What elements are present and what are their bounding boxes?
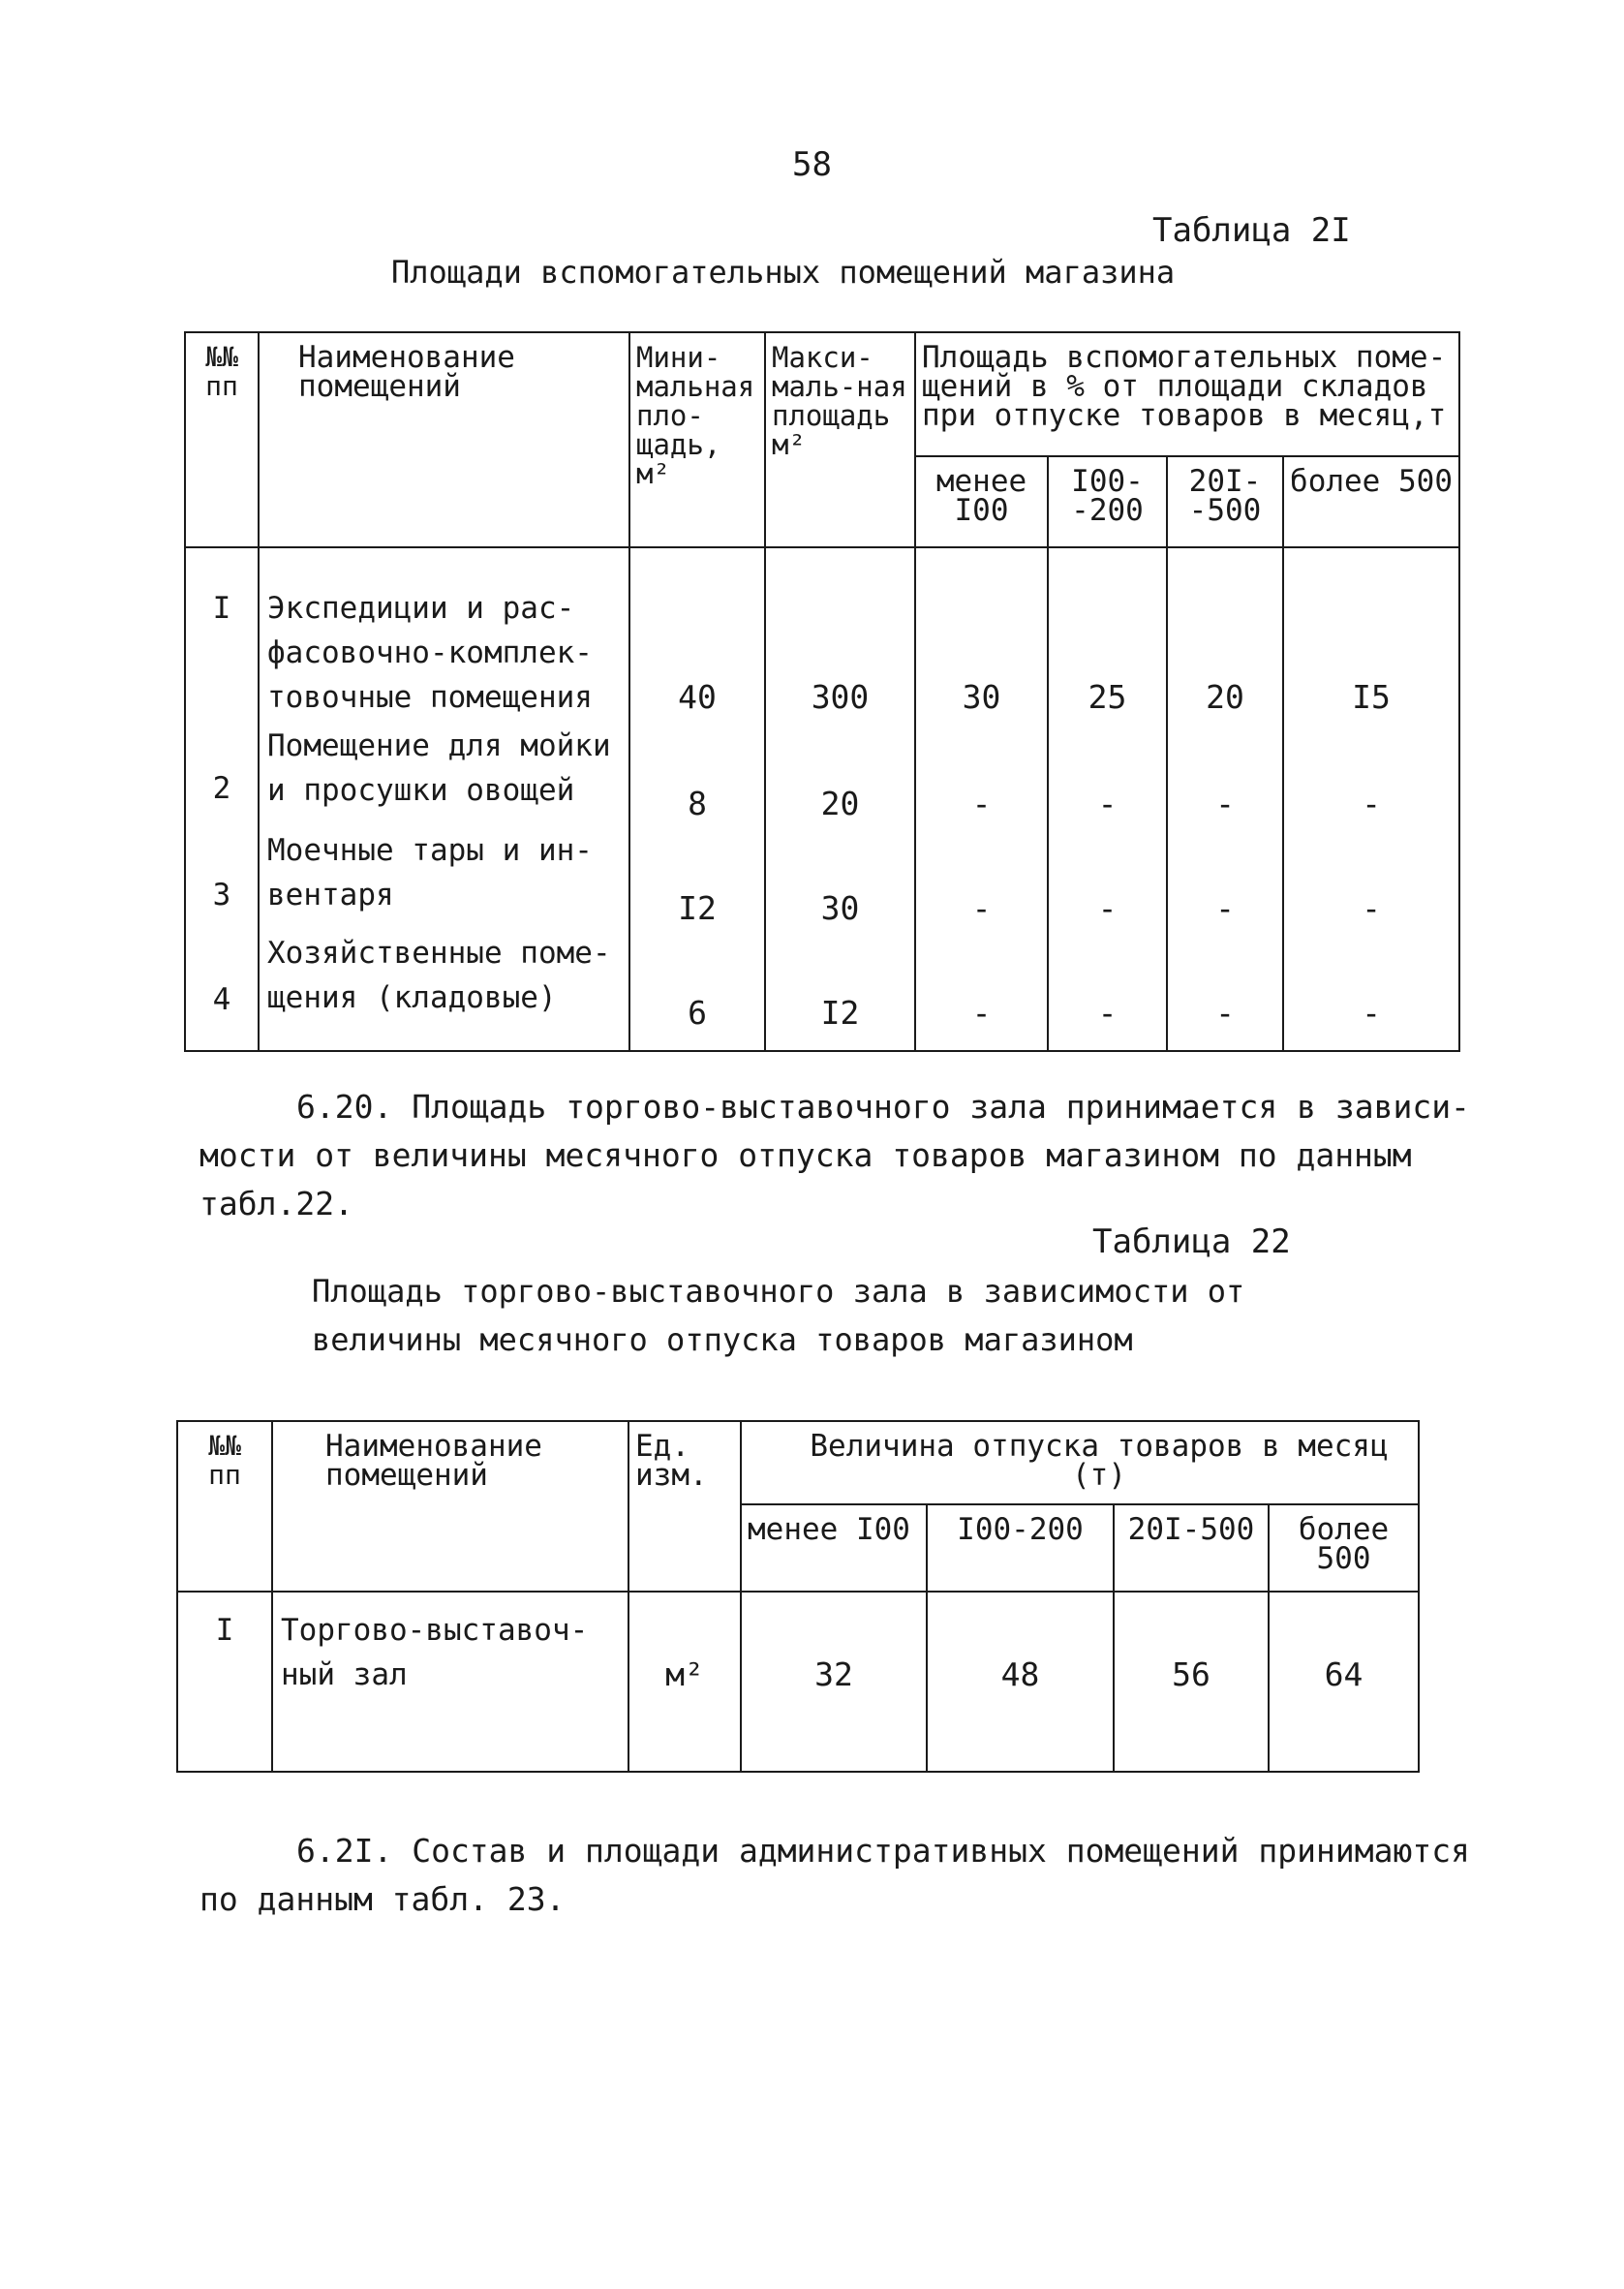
t22-row-unit: м² [628,1592,741,1772]
t22-row-under-100: 32 [741,1592,927,1772]
t21-col-num: I 2 3 4 [185,547,259,1051]
t21-header-group: Площадь вспомогательных поме-щений в % от площади складов при отпуске товаров в месяц,т [915,332,1459,456]
paragraph-6-21: 6.2I. Состав и площади административных помещений принимаются по данным табл. 23. [199,1832,1470,1918]
table-row-name-line: Хозяйственные поме- [267,936,611,971]
t22-header-unit: Ед. изм. [628,1421,741,1592]
t21-col-max: 300 20 30 I2 [765,547,915,1051]
t22-header-name: Наименование помещений [272,1421,628,1592]
t22-sub-100-200: I00-200 [927,1504,1114,1592]
table-row-name-line: вентаря [267,878,394,913]
t21-sub-201-500: 20I--500 [1167,456,1283,547]
t21-sub-100-200: I00--200 [1048,456,1167,547]
t22-row-over-500: 64 [1269,1592,1419,1772]
table-row-name-line: Помещение для мойки [267,728,611,763]
table-row-name-line: Экспедиции и рас- [267,591,575,626]
t22-row-100-200: 48 [927,1592,1114,1772]
t21-col-name [259,547,629,1051]
t22-row-name: Торгово-выставоч- ный зал [272,1592,628,1772]
table-22 [176,1420,1420,1773]
table-row-name-line: щения (кладовые) [267,980,557,1015]
t21-header-max-area: Макси-маль-ная площадь м² [765,332,915,547]
table-row-name-line: фасовочно-комплек- [267,635,593,670]
t21-header-min-area: Мини-мальная пло-щадь, м² [629,332,765,547]
t22-header-group: Величина отпуска товаров в месяц (т) [741,1421,1419,1504]
t21-sub-under-100: менее I00 [915,456,1048,547]
t22-row-num: I [177,1592,272,1772]
t22-header-num: №№ пп [177,1421,272,1592]
table-21-title: Площади вспомогательных помещений магазина [391,254,1176,291]
page-number: 58 [792,145,832,184]
t21-sub-over-500: более 500 [1283,456,1459,547]
t22-sub-over-500: более 500 [1269,1504,1419,1592]
table-row-name-line: товочные помещения [267,680,593,715]
t21-col-min: 40 8 I2 6 [629,547,765,1051]
t22-row-201-500: 56 [1114,1592,1269,1772]
table-21 [184,331,1460,1052]
t21-col-100-200: 25 - - - [1048,547,1167,1051]
t22-sub-201-500: 20I-500 [1114,1504,1269,1592]
paragraph-6-20: 6.20. Площадь торгово-выставочного зала принимается в зависи- мости от величины месячного отпуска товаров магазином по данным табл.22. [199,1088,1470,1222]
t22-sub-under-100: менее I00 [741,1504,927,1592]
t21-col-over-500: I5 - - - [1283,547,1459,1051]
t21-header-num: №№ пп [185,332,259,547]
t21-col-under-100: 30 - - - [915,547,1048,1051]
table-row-name-line: и просушки овощей [267,773,575,808]
table-22-label: Таблица 22 [1092,1222,1291,1261]
table-row-name-line: Моечные тары и ин- [267,833,593,868]
t21-col-201-500: 20 - - - [1167,547,1283,1051]
t21-header-name: Наименование помещений [259,332,629,547]
table-22-title: Площадь торгово-выставочного зала в зависимости от величины месячного отпуска товаров магазином [312,1273,1245,1358]
table-21-label: Таблица 2I [1152,211,1351,250]
